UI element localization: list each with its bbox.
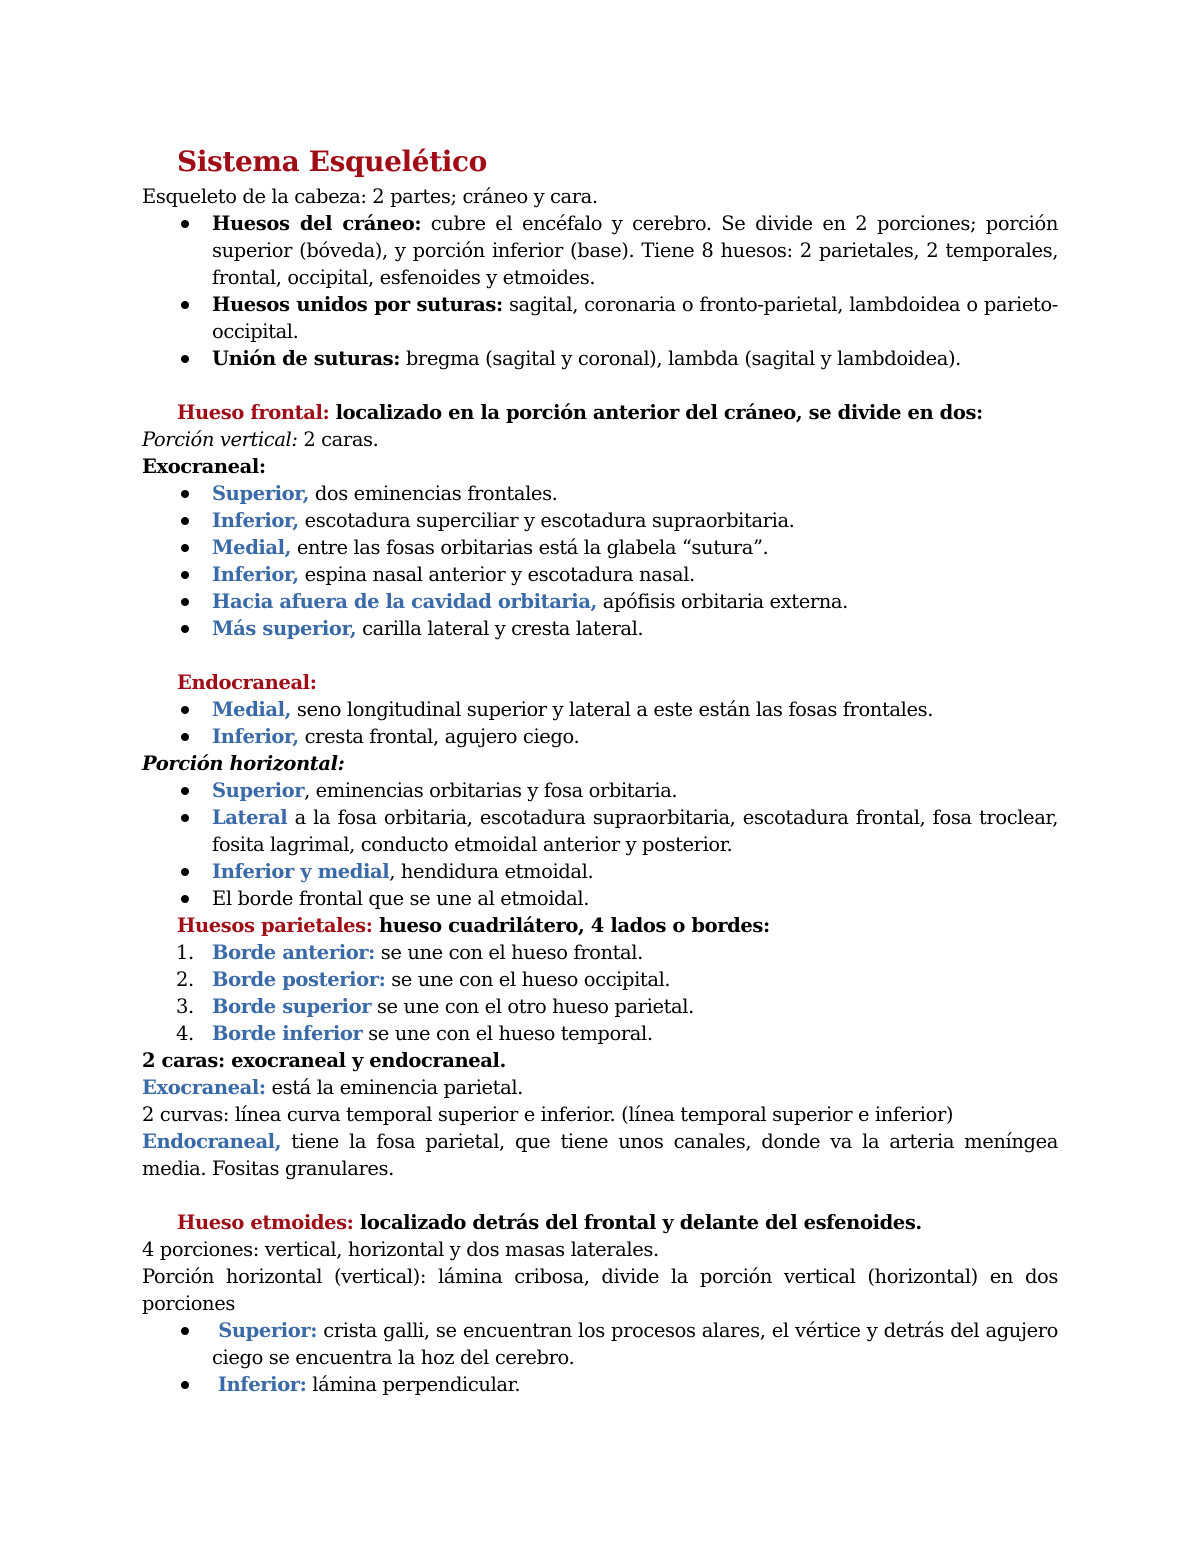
etmoides-heading: [142, 1209, 1058, 1236]
portion-text: 2 caras.: [297, 428, 379, 451]
exocraneal-heading: Exocraneal:: [142, 455, 266, 478]
list-item: [142, 858, 1058, 885]
item-label: Medial,: [212, 536, 292, 559]
item-label: Endocraneal,: [142, 1130, 282, 1153]
item-number: 4.: [176, 1022, 194, 1045]
item-label: Hacia afuera de la cavidad orbitaria,: [212, 590, 597, 613]
list-item: [142, 696, 1058, 723]
item-label: Medial,: [212, 698, 292, 721]
item-text: espina nasal anterior y escotadura nasal.: [298, 563, 695, 586]
list-item: [142, 804, 1058, 858]
item-label: Superior: [212, 779, 305, 802]
item-text: bregma (sagital y coronal), lambda (sagital y lambdoidea).: [400, 347, 961, 370]
item-label: Inferior:: [217, 1373, 307, 1396]
endocraneal-heading: Endocraneal:: [177, 671, 317, 694]
item-label: Unión de suturas:: [212, 347, 401, 370]
item-text: tiene la fosa parietal, que tiene unos canales, donde va la arteria meníngea media. Fositas granulares.: [142, 1130, 1058, 1180]
exocraneal-line: [142, 1074, 1058, 1101]
item-text: se une con el hueso occipital.: [385, 968, 671, 991]
vertical-portion: [142, 426, 1058, 453]
item-label: Borde posterior:: [212, 968, 386, 991]
section-subtitle: localizado en la porción anterior del cráneo, se divide en dos:: [329, 401, 983, 424]
list-item: [142, 939, 1058, 966]
item-text: entre las fosas orbitarias está la glabela “sutura”.: [291, 536, 769, 559]
item-label: Superior:: [218, 1319, 318, 1342]
item-text: apófisis orbitaria externa.: [596, 590, 848, 613]
item-text: se une con el hueso temporal.: [362, 1022, 653, 1045]
etmoides-list: [142, 1317, 1058, 1398]
list-item: [142, 1317, 1058, 1371]
list-item: [142, 885, 1058, 912]
horizontal-list: [142, 777, 1058, 912]
item-text: se une con el otro hueso parietal.: [371, 995, 694, 1018]
endocraneal-list: [142, 696, 1058, 750]
list-item: [142, 615, 1058, 642]
item-text: cubre el encéfalo y cerebro. Se divide en 2 porciones; porción superior (bóveda), y porción inferior (base). Tiene 8 huesos: 2 parietales, 2 temporales, frontal, occipital, esfenoides y etmoides.: [212, 212, 1058, 289]
item-label: Lateral: [212, 806, 288, 829]
item-number: 1.: [176, 941, 194, 964]
curvas-line: 2 curvas: línea curva temporal superior e inferior. (línea temporal superior e inferior): [142, 1103, 954, 1126]
item-text: a la fosa orbitaria, escotadura supraorbitaria, escotadura frontal, fosa troclear, fosita lagrimal, conducto etmoidal anterior y posterior.: [212, 806, 1058, 856]
list-item: [142, 1020, 1058, 1047]
bordes-list: [142, 939, 1058, 1047]
intro-line: Esqueleto de la cabeza: 2 partes; cráneo y cara.: [142, 185, 598, 208]
item-text: , eminencias orbitarias y fosa orbitaria.: [304, 779, 678, 802]
section-title: Huesos parietales:: [177, 914, 373, 937]
page-title: Sistema Esquelético: [177, 145, 487, 178]
item-label: Más superior,: [212, 617, 357, 640]
section-subtitle: localizado detrás del frontal y delante del esfenoides.: [353, 1211, 922, 1234]
item-label: Huesos del cráneo:: [212, 212, 422, 235]
list-item: [142, 561, 1058, 588]
item-label: Exocraneal:: [142, 1076, 266, 1099]
item-label: Inferior,: [212, 563, 299, 586]
horizontal-line: Porción horizontal (vertical): lámina cribosa, divide la porción vertical (horizontal) en dos porciones: [142, 1265, 1058, 1315]
list-item: [142, 345, 1058, 372]
list-item: [142, 993, 1058, 1020]
portion-label: Porción vertical:: [142, 428, 298, 451]
item-label: Inferior,: [212, 725, 299, 748]
list-item: [142, 588, 1058, 615]
item-text: escotadura superciliar y escotadura supraorbitaria.: [298, 509, 795, 532]
parietales-heading: [142, 912, 1058, 939]
caras-line: 2 caras: exocraneal y endocraneal.: [142, 1049, 506, 1072]
item-text: cresta frontal, agujero ciego.: [298, 725, 580, 748]
item-number: 2.: [176, 968, 194, 991]
item-text: sagital, coronaria o fronto-parietal, lambdoidea o parieto-occipital.: [212, 293, 1058, 343]
list-item: [142, 291, 1058, 345]
item-label: Inferior y medial: [212, 860, 390, 883]
item-number: 3.: [176, 995, 194, 1018]
item-label: Superior,: [212, 482, 310, 505]
list-item: [142, 966, 1058, 993]
item-label: Borde inferior: [212, 1022, 363, 1045]
section-subtitle: hueso cuadrilátero, 4 lados o bordes:: [372, 914, 770, 937]
item-text: , hendidura etmoidal.: [389, 860, 594, 883]
item-text: está la eminencia parietal.: [265, 1076, 523, 1099]
section-title: Hueso frontal:: [177, 401, 330, 424]
endocraneal-line: [142, 1128, 1058, 1182]
item-text: carilla lateral y cresta lateral.: [356, 617, 644, 640]
item-label: Inferior,: [212, 509, 299, 532]
document-body: [142, 143, 1058, 1398]
item-label: Borde superior: [212, 995, 372, 1018]
list-item: [142, 480, 1058, 507]
horizontal-portion-heading: Porción horizontal:: [142, 752, 345, 775]
frontal-heading: [142, 399, 1058, 426]
item-text: El borde frontal que se une al etmoidal.: [212, 887, 589, 910]
list-item: [142, 507, 1058, 534]
item-label: Huesos unidos por suturas:: [212, 293, 503, 316]
porciones-line: 4 porciones: vertical, horizontal y dos masas laterales.: [142, 1238, 659, 1261]
item-text: lámina perpendicular.: [306, 1373, 521, 1396]
item-text: dos eminencias frontales.: [309, 482, 558, 505]
section-title: Hueso etmoides:: [177, 1211, 354, 1234]
list-item: [142, 1371, 1058, 1398]
list-item: [142, 210, 1058, 291]
item-text: seno longitudinal superior y lateral a este están las fosas frontales.: [291, 698, 934, 721]
item-text: se une con el hueso frontal.: [374, 941, 643, 964]
list-item: [142, 777, 1058, 804]
item-label: Borde anterior:: [212, 941, 375, 964]
item-text: crista galli, se encuentran los procesos alares, el vértice y detrás del agujero ciego se encuentra la hoz del cerebro.: [212, 1319, 1058, 1369]
exocraneal-list: [142, 480, 1058, 642]
list-item: [142, 534, 1058, 561]
list-item: [142, 723, 1058, 750]
craneo-list: [142, 210, 1058, 372]
